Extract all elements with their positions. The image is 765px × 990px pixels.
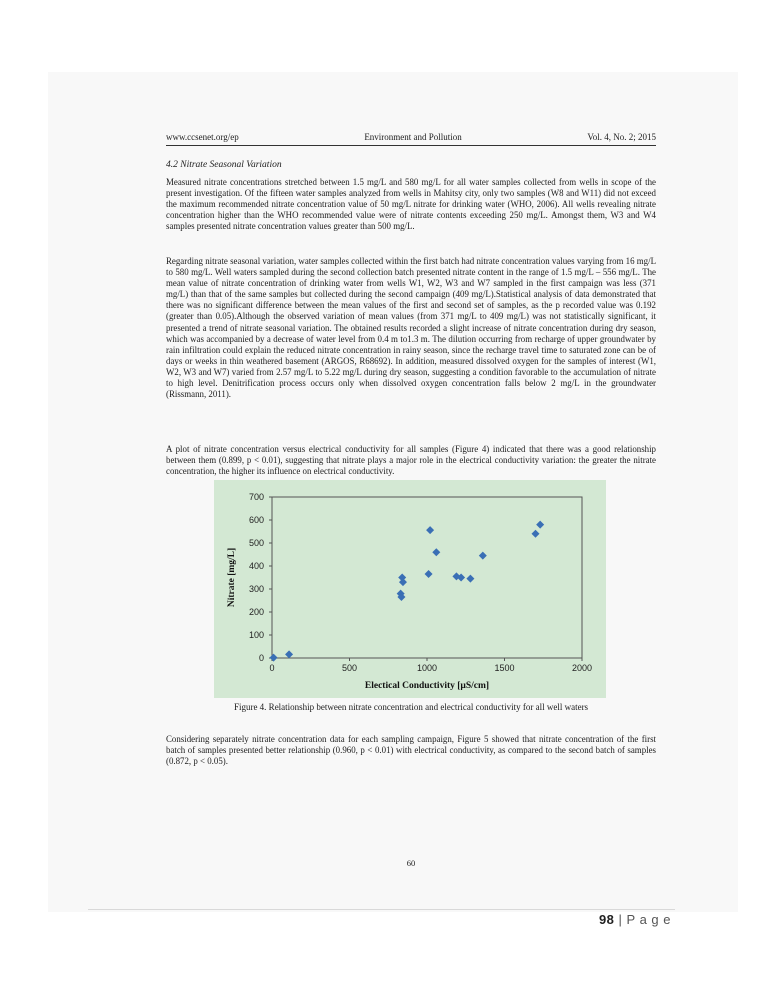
running-header [166, 130, 656, 144]
y-tick-label: 400 [248, 561, 264, 571]
data-point [285, 650, 293, 658]
data-point [425, 570, 433, 578]
plot-area [272, 497, 582, 658]
x-tick-label: 1500 [494, 663, 515, 673]
journal-volume: Vol. 4, No. 2; 2015 [587, 132, 656, 142]
footer-page-label: P a g e [626, 912, 671, 927]
pdf-page-footer [599, 912, 671, 927]
y-tick-label: 500 [248, 538, 264, 548]
footer-separator: | [614, 912, 627, 927]
data-point [536, 521, 544, 529]
section-title: 4.2 Nitrate Seasonal Variation [166, 160, 282, 170]
journal-title: Environment and Pollution [364, 132, 462, 142]
paragraph-1: Measured nitrate concentrations stretched between 1.5 mg/L and 580 mg/L for all water samples collected from wells in scope of the present investigation. Of the fifteen water samples analyzed from wells in Mahitsy city, only two samples (W8 and W11) did not exceed the maximum recommended nitrate concentration value of 50 mg/L nitrate for drinking water (WHO, 2006). All wells revealing nitrate concentration higher than the WHO recommended value were of nitrate contents exceeding 250 mg/L. Amongst them, W3 and W4 samples presented nitrate concentration values greater than 500 mg/L. [166, 177, 656, 232]
x-tick-label: 2000 [571, 663, 593, 673]
y-tick-label: 300 [248, 584, 264, 594]
paragraph-2: Regarding nitrate seasonal variation, water samples collected within the first batch had nitrate concentration values varying from 16 mg/L to 580 mg/L. Well waters sampled during the second collection batch presented nitrate content in the range of 1.5 mg/L – 556 mg/L. The mean value of nitrate concentration of drinking water from wells W1, W2, W3 and W7 sampled in the first campaign was less (371 mg/L) than that of the same samples but collected during the second campaign (409 mg/L).Statistical analysis of data demonstrated that there was no significant difference between the mean values of the first and second set of samples, as the p recorded value was 0.192 (greater than 0.05).Although the observed variation of mean values (from 371 mg/L to 409 mg/L) was not statistically significant, it presented a trend of nitrate seasonal variation. The obtained results recorded a slight increase of nitrate concentration during dry season, which was accompanied by a decrease of water level from 0.4 m to1.3 m. The dilution occurring from recharge of upper groundwater by rain infiltration could explain the reduced nitrate concentration in rainy season, since the recharge travel time to saturated zone can be of days or weeks in thin weathered basement (ARGOS, R68692). In addition, measured dissolved oxygen for the samples of interest (W1, W2, W3 and W7) varied from 2.57 mg/L to 5.22 mg/L during dry season, suggesting a condition favorable to the accumulation of nitrate to high level. Denitrification process occurs only when dissolved oxygen concentration falls below 2 mg/L in the groundwater (Rissmann, 2011). [166, 256, 656, 400]
y-tick-label: 700 [248, 492, 264, 502]
x-tick-label: 500 [341, 663, 358, 673]
y-tick-label: 200 [248, 607, 264, 617]
figure-4 [214, 480, 606, 698]
y-tick-label: 600 [248, 515, 264, 525]
y-tick-label: 0 [258, 653, 264, 663]
journal-url[interactable]: www.ccsenet.org/ep [166, 132, 239, 142]
footer-page-number: 98 [598, 912, 615, 927]
page-number: 60 [406, 858, 416, 868]
footer-rule [88, 909, 675, 910]
x-tick-label: 0 [269, 663, 275, 673]
paragraph-3: A plot of nitrate concentration versus electrical conductivity for all samples (Figure 4) indicated that there was a good relationship between them (0.899, p < 0.01), suggesting that nitrate plays a major role in the electrical conductivity variation: the greater the nitrate concentration, the higher its influence on electrical conductivity. [166, 444, 656, 477]
data-point [466, 575, 474, 583]
scatter-chart [214, 480, 606, 698]
x-tick-label: 1000 [416, 663, 438, 673]
data-point [270, 654, 278, 662]
data-point [426, 526, 434, 534]
y-tick-label: 100 [248, 630, 264, 640]
data-point [432, 548, 440, 556]
header-rule [166, 145, 656, 146]
figure-caption: Figure 4. Relationship between nitrate concentration and electrical conductivity for all well waters [233, 702, 589, 712]
x-axis-title: Electical Conductivity [µS/cm] [364, 681, 490, 691]
y-axis-title: Nitrate [mg/L] [227, 547, 237, 608]
paragraph-4: Considering separately nitrate concentration data for each sampling campaign, Figure 5 showed that nitrate concentration of the first batch of samples presented better relationship (0.960, p < 0.01) with electrical conductivity, as compared to the second batch of samples (0.872, p < 0.05). [166, 734, 656, 767]
data-point [479, 552, 487, 560]
data-point [532, 530, 540, 538]
